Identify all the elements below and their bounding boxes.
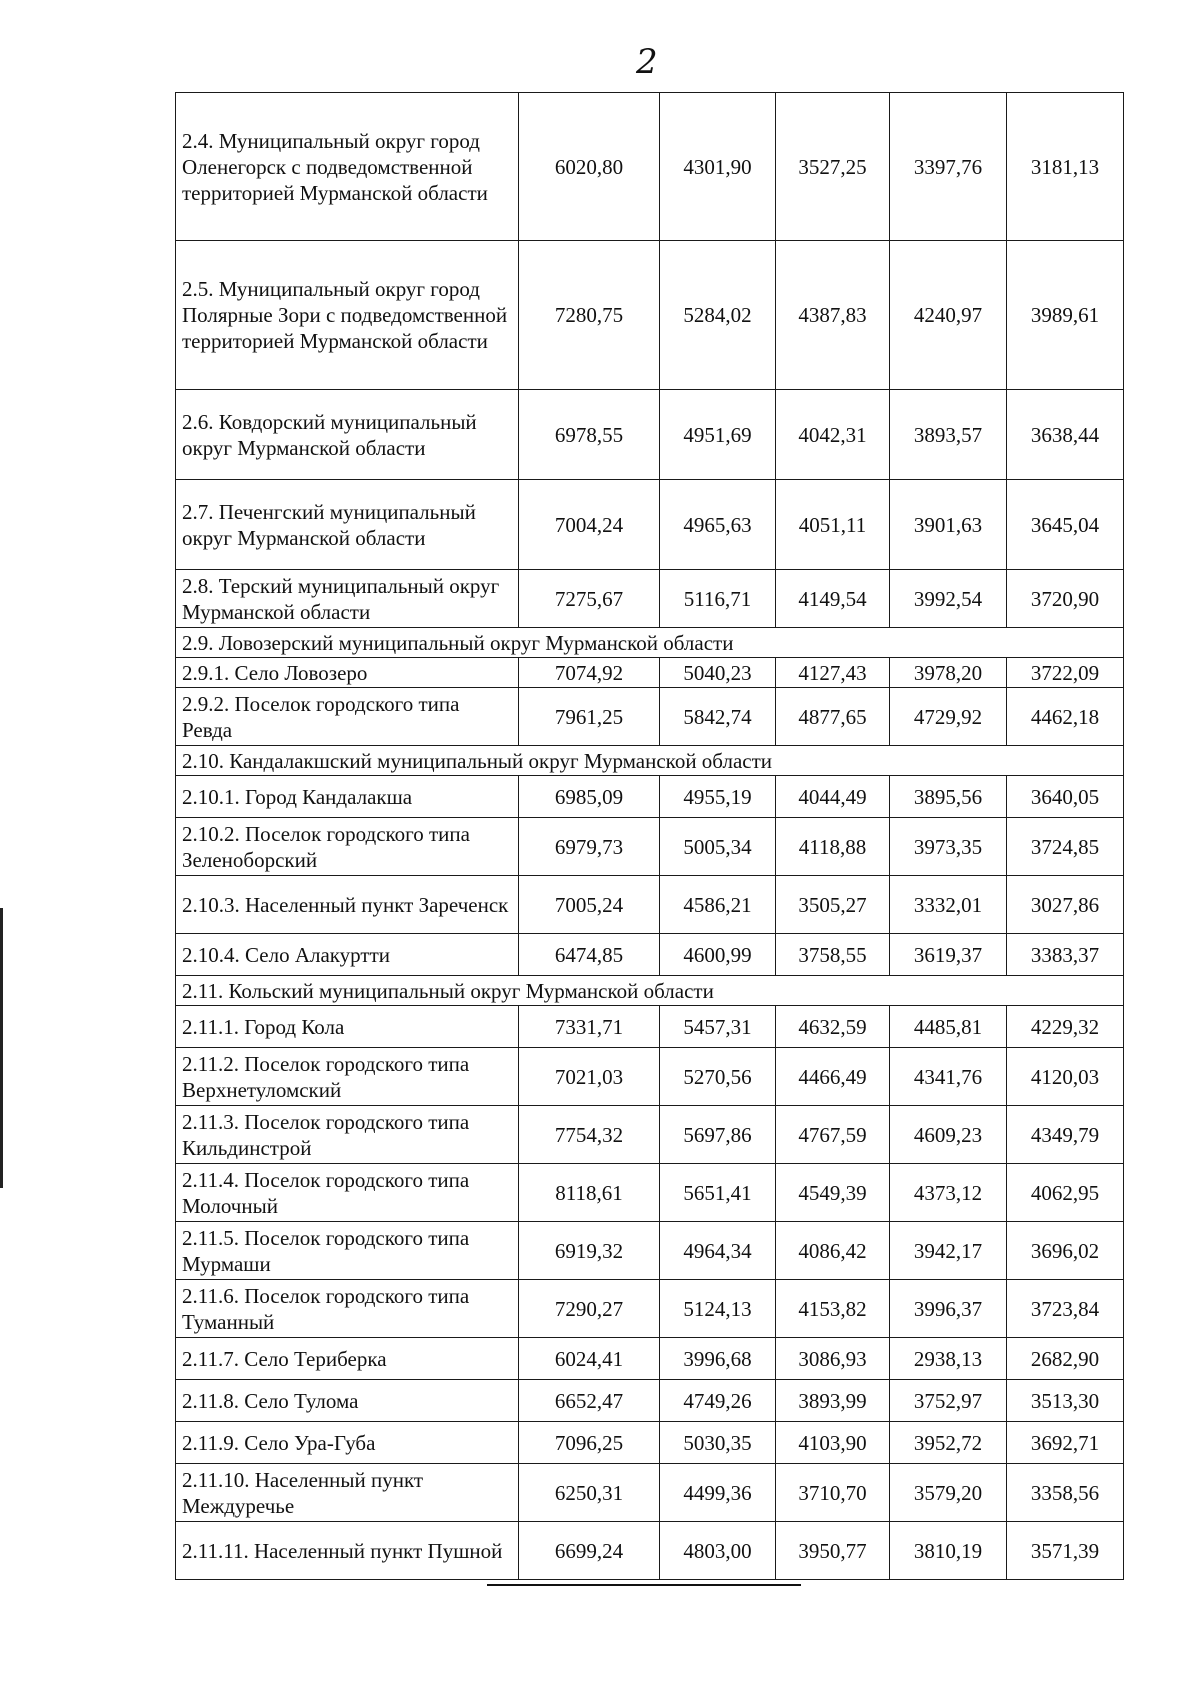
value-cell: 3992,54 <box>890 570 1007 628</box>
value-cell: 4103,90 <box>776 1422 890 1464</box>
value-cell: 7005,24 <box>519 876 660 934</box>
value-cell: 6652,47 <box>519 1380 660 1422</box>
table-row <box>176 1280 1124 1338</box>
value-cell: 3942,17 <box>890 1222 1007 1280</box>
group-label: 2.10. Кандалакшский муниципальный округ Мурманской области <box>176 746 1124 776</box>
table-row <box>176 93 1124 241</box>
value-cell: 3619,37 <box>890 934 1007 976</box>
table-row <box>176 876 1124 934</box>
value-cell: 2682,90 <box>1007 1338 1124 1380</box>
value-cell: 5040,23 <box>660 658 776 688</box>
value-cell: 3952,72 <box>890 1422 1007 1464</box>
row-label: 2.11.11. Населенный пункт Пушной <box>176 1522 519 1580</box>
value-cell: 7290,27 <box>519 1280 660 1338</box>
value-cell: 3397,76 <box>890 93 1007 241</box>
group-header-row <box>176 976 1124 1006</box>
value-cell: 6919,32 <box>519 1222 660 1280</box>
tariff-table-container <box>175 92 1123 1580</box>
value-cell: 3901,63 <box>890 480 1007 570</box>
table-row <box>176 658 1124 688</box>
group-header-row <box>176 628 1124 658</box>
value-cell: 6985,09 <box>519 776 660 818</box>
row-label: 2.6. Ковдорский муниципальный округ Мурманской области <box>176 390 519 480</box>
value-cell: 7331,71 <box>519 1006 660 1048</box>
value-cell: 6474,85 <box>519 934 660 976</box>
row-label: 2.10.4. Село Алакуртти <box>176 934 519 976</box>
value-cell: 4086,42 <box>776 1222 890 1280</box>
table-row <box>176 1222 1124 1280</box>
value-cell: 4729,92 <box>890 688 1007 746</box>
row-label: 2.7. Печенгский муниципальный округ Мурманской области <box>176 480 519 570</box>
value-cell: 4153,82 <box>776 1280 890 1338</box>
value-cell: 3724,85 <box>1007 818 1124 876</box>
value-cell: 6979,73 <box>519 818 660 876</box>
value-cell: 3950,77 <box>776 1522 890 1580</box>
value-cell: 4466,49 <box>776 1048 890 1106</box>
table-row <box>176 480 1124 570</box>
end-rule <box>487 1584 801 1586</box>
table-row <box>176 1422 1124 1464</box>
value-cell: 3638,44 <box>1007 390 1124 480</box>
value-cell: 4499,36 <box>660 1464 776 1522</box>
value-cell: 4341,76 <box>890 1048 1007 1106</box>
row-label: 2.11.10. Населенный пункт Междуречье <box>176 1464 519 1522</box>
tariff-table <box>175 92 1124 1580</box>
table-row <box>176 390 1124 480</box>
value-cell: 3973,35 <box>890 818 1007 876</box>
value-cell: 3086,93 <box>776 1338 890 1380</box>
scan-edge-mark <box>0 908 3 1188</box>
value-cell: 4767,59 <box>776 1106 890 1164</box>
value-cell: 3645,04 <box>1007 480 1124 570</box>
table-row <box>176 1464 1124 1522</box>
table-row <box>176 1164 1124 1222</box>
value-cell: 5116,71 <box>660 570 776 628</box>
value-cell: 3758,55 <box>776 934 890 976</box>
table-row <box>176 1380 1124 1422</box>
row-label: 2.11.3. Поселок городского типа Кильдинстрой <box>176 1106 519 1164</box>
value-cell: 4951,69 <box>660 390 776 480</box>
value-cell: 4485,81 <box>890 1006 1007 1048</box>
value-cell: 3513,30 <box>1007 1380 1124 1422</box>
value-cell: 5697,86 <box>660 1106 776 1164</box>
row-label: 2.10.2. Поселок городского типа Зеленоборский <box>176 818 519 876</box>
value-cell: 4749,26 <box>660 1380 776 1422</box>
row-label: 2.10.1. Город Кандалакша <box>176 776 519 818</box>
value-cell: 3996,68 <box>660 1338 776 1380</box>
value-cell: 3978,20 <box>890 658 1007 688</box>
value-cell: 4120,03 <box>1007 1048 1124 1106</box>
value-cell: 3996,37 <box>890 1280 1007 1338</box>
row-label: 2.11.1. Город Кола <box>176 1006 519 1048</box>
value-cell: 3692,71 <box>1007 1422 1124 1464</box>
table-row <box>176 818 1124 876</box>
value-cell: 4877,65 <box>776 688 890 746</box>
table-row <box>176 776 1124 818</box>
row-label: 2.8. Терский муниципальный округ Мурманской области <box>176 570 519 628</box>
table-row <box>176 688 1124 746</box>
value-cell: 3579,20 <box>890 1464 1007 1522</box>
value-cell: 3895,56 <box>890 776 1007 818</box>
value-cell: 4632,59 <box>776 1006 890 1048</box>
row-label: 2.11.5. Поселок городского типа Мурмаши <box>176 1222 519 1280</box>
value-cell: 4062,95 <box>1007 1164 1124 1222</box>
value-cell: 3752,97 <box>890 1380 1007 1422</box>
value-cell: 7280,75 <box>519 241 660 390</box>
value-cell: 4118,88 <box>776 818 890 876</box>
value-cell: 7021,03 <box>519 1048 660 1106</box>
value-cell: 4965,63 <box>660 480 776 570</box>
value-cell: 3358,56 <box>1007 1464 1124 1522</box>
value-cell: 5005,34 <box>660 818 776 876</box>
value-cell: 4301,90 <box>660 93 776 241</box>
row-label: 2.5. Муниципальный округ город Полярные Зори с подведомственной территорией Мурманской области <box>176 241 519 390</box>
value-cell: 3181,13 <box>1007 93 1124 241</box>
table-row <box>176 1338 1124 1380</box>
value-cell: 3722,09 <box>1007 658 1124 688</box>
page-number: 2 <box>636 42 658 82</box>
value-cell: 5651,41 <box>660 1164 776 1222</box>
value-cell: 4044,49 <box>776 776 890 818</box>
value-cell: 6250,31 <box>519 1464 660 1522</box>
value-cell: 3810,19 <box>890 1522 1007 1580</box>
row-label: 2.10.3. Населенный пункт Зареченск <box>176 876 519 934</box>
value-cell: 3640,05 <box>1007 776 1124 818</box>
value-cell: 7754,32 <box>519 1106 660 1164</box>
value-cell: 5842,74 <box>660 688 776 746</box>
row-label: 2.11.7. Село Териберка <box>176 1338 519 1380</box>
row-label: 2.11.4. Поселок городского типа Молочный <box>176 1164 519 1222</box>
table-row <box>176 241 1124 390</box>
value-cell: 6024,41 <box>519 1338 660 1380</box>
table-row <box>176 1048 1124 1106</box>
value-cell: 3383,37 <box>1007 934 1124 976</box>
value-cell: 3720,90 <box>1007 570 1124 628</box>
row-label: 2.11.9. Село Ура-Губа <box>176 1422 519 1464</box>
value-cell: 5457,31 <box>660 1006 776 1048</box>
row-label: 2.9.1. Село Ловозеро <box>176 658 519 688</box>
value-cell: 5124,13 <box>660 1280 776 1338</box>
value-cell: 3893,57 <box>890 390 1007 480</box>
table-row <box>176 1106 1124 1164</box>
value-cell: 2938,13 <box>890 1338 1007 1380</box>
row-label: 2.11.6. Поселок городского типа Туманный <box>176 1280 519 1338</box>
value-cell: 4042,31 <box>776 390 890 480</box>
value-cell: 3989,61 <box>1007 241 1124 390</box>
value-cell: 3571,39 <box>1007 1522 1124 1580</box>
value-cell: 3527,25 <box>776 93 890 241</box>
table-row <box>176 1522 1124 1580</box>
value-cell: 4229,32 <box>1007 1006 1124 1048</box>
value-cell: 3893,99 <box>776 1380 890 1422</box>
value-cell: 4051,11 <box>776 480 890 570</box>
row-label: 2.11.8. Село Тулома <box>176 1380 519 1422</box>
value-cell: 4955,19 <box>660 776 776 818</box>
value-cell: 7096,25 <box>519 1422 660 1464</box>
value-cell: 5030,35 <box>660 1422 776 1464</box>
value-cell: 4586,21 <box>660 876 776 934</box>
value-cell: 6020,80 <box>519 93 660 241</box>
table-row <box>176 570 1124 628</box>
row-label: 2.11.2. Поселок городского типа Верхнетуломский <box>176 1048 519 1106</box>
value-cell: 4373,12 <box>890 1164 1007 1222</box>
value-cell: 4964,34 <box>660 1222 776 1280</box>
table-body <box>176 93 1124 1580</box>
value-cell: 4549,39 <box>776 1164 890 1222</box>
row-label: 2.4. Муниципальный округ город Оленегорск с подведомственной территорией Мурманской области <box>176 93 519 241</box>
value-cell: 7961,25 <box>519 688 660 746</box>
value-cell: 3696,02 <box>1007 1222 1124 1280</box>
value-cell: 5284,02 <box>660 241 776 390</box>
value-cell: 4240,97 <box>890 241 1007 390</box>
value-cell: 7275,67 <box>519 570 660 628</box>
row-label: 2.9.2. Поселок городского типа Ревда <box>176 688 519 746</box>
value-cell: 8118,61 <box>519 1164 660 1222</box>
value-cell: 7074,92 <box>519 658 660 688</box>
value-cell: 4609,23 <box>890 1106 1007 1164</box>
value-cell: 4149,54 <box>776 570 890 628</box>
value-cell: 3505,27 <box>776 876 890 934</box>
value-cell: 5270,56 <box>660 1048 776 1106</box>
value-cell: 4462,18 <box>1007 688 1124 746</box>
value-cell: 7004,24 <box>519 480 660 570</box>
group-label: 2.9. Ловозерский муниципальный округ Мурманской области <box>176 628 1124 658</box>
group-header-row <box>176 746 1124 776</box>
value-cell: 4803,00 <box>660 1522 776 1580</box>
value-cell: 6978,55 <box>519 390 660 480</box>
value-cell: 3723,84 <box>1007 1280 1124 1338</box>
value-cell: 3710,70 <box>776 1464 890 1522</box>
value-cell: 4349,79 <box>1007 1106 1124 1164</box>
table-row <box>176 1006 1124 1048</box>
table-row <box>176 934 1124 976</box>
group-label: 2.11. Кольский муниципальный округ Мурманской области <box>176 976 1124 1006</box>
value-cell: 4127,43 <box>776 658 890 688</box>
value-cell: 6699,24 <box>519 1522 660 1580</box>
value-cell: 4600,99 <box>660 934 776 976</box>
value-cell: 3027,86 <box>1007 876 1124 934</box>
value-cell: 3332,01 <box>890 876 1007 934</box>
value-cell: 4387,83 <box>776 241 890 390</box>
